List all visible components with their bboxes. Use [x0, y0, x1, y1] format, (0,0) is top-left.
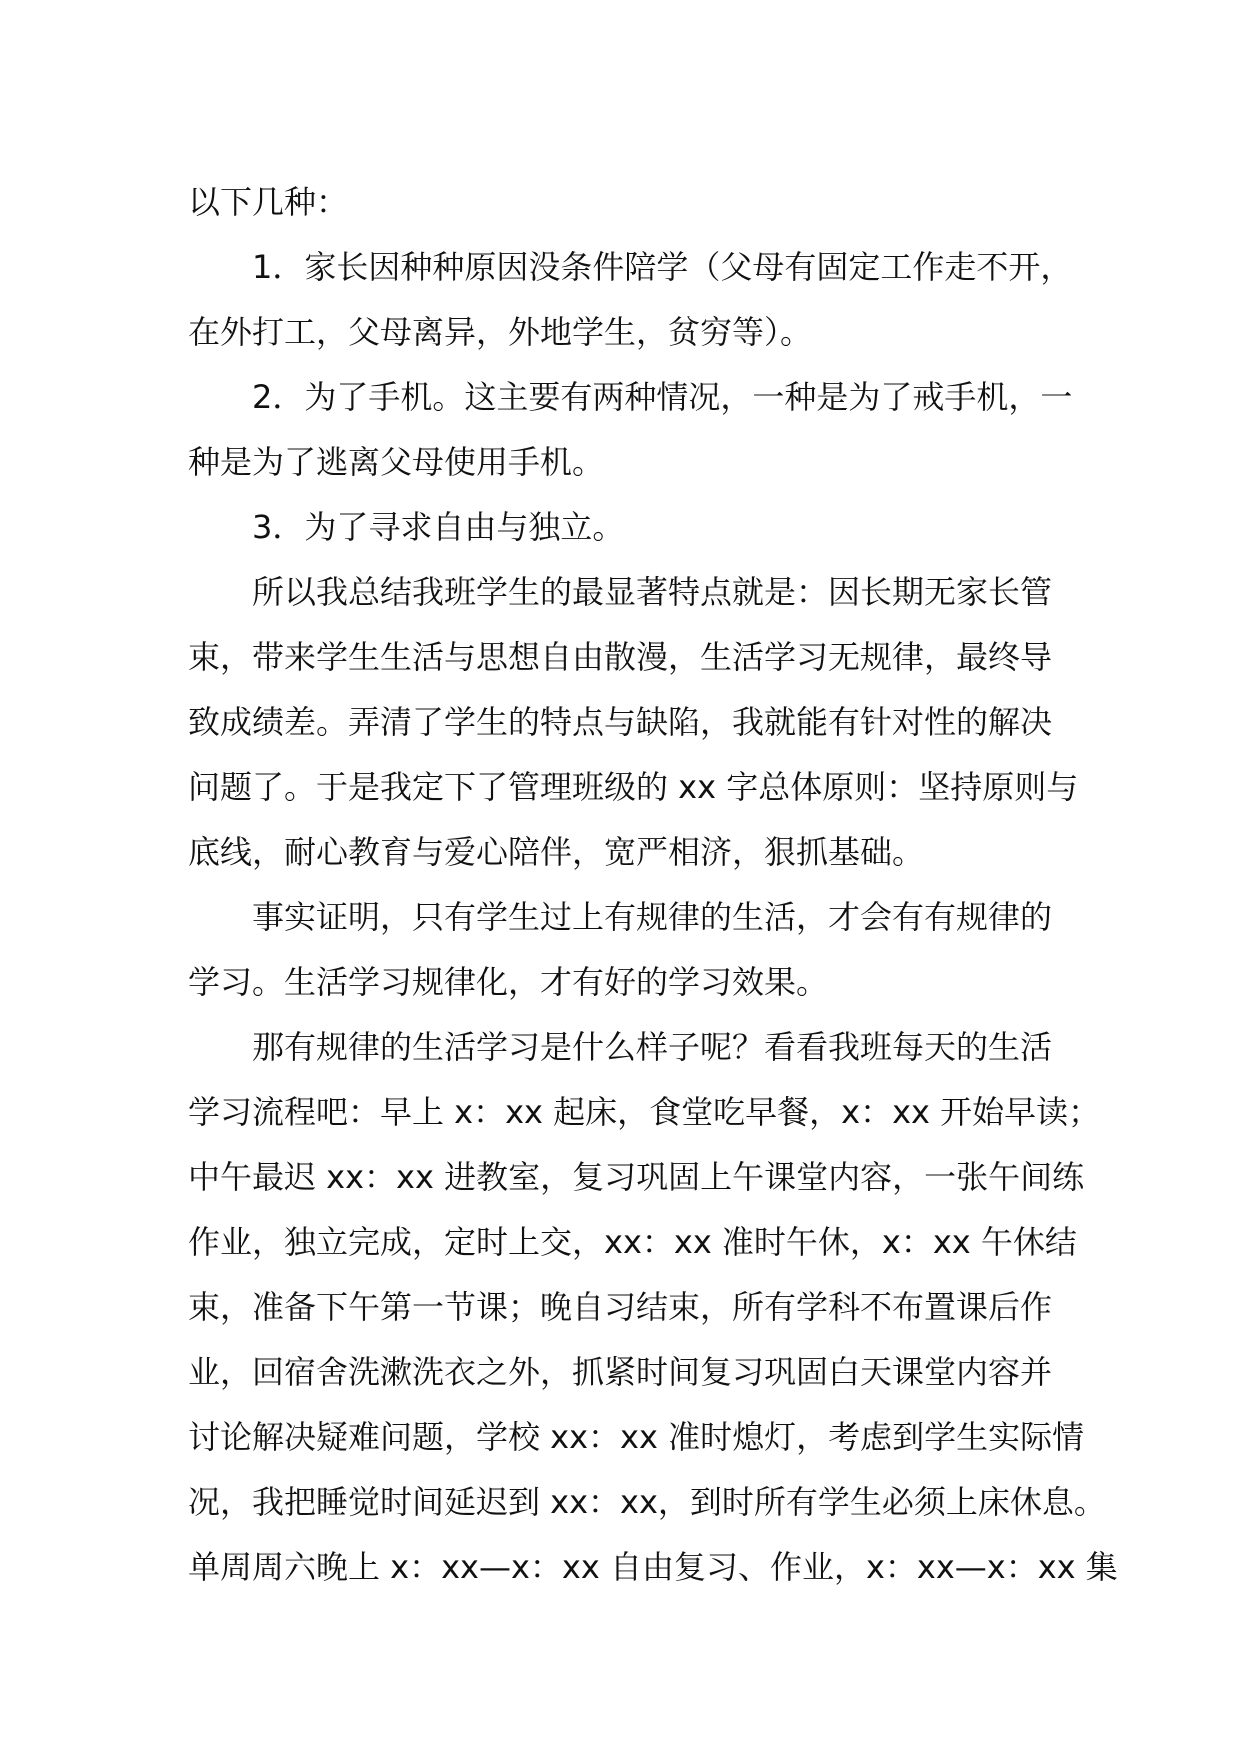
text-line: 以下几种：: [188, 183, 349, 221]
text-line: 学习流程吧：早上 x：xx 起床，食堂吃早餐，x：xx 开始早读；: [188, 1093, 1101, 1131]
text-line: 致成绩差。弄清了学生的特点与缺陷，我就能有针对性的解决: [188, 703, 1053, 741]
text-line: 作业，独立完成，定时上交，xx：xx 准时午休，x：xx 午休结: [188, 1223, 1077, 1261]
text-line: 束，带来学生生活与思想自由散漫，生活学习无规律，最终导: [188, 638, 1053, 676]
text-line: 况，我把睡觉时间延迟到 xx：xx，到时所有学生必须上床休息。: [188, 1483, 1106, 1521]
text-line: 底线，耐心教育与爱心陪伴，宽严相济，狠抓基础。: [188, 833, 925, 871]
text-line: 问题了。于是我定下了管理班级的 xx 字总体原则：坚持原则与: [188, 768, 1079, 806]
text-line: 业，回宿舍洗漱洗衣之外，抓紧时间复习巩固白天课堂内容并: [188, 1353, 1053, 1391]
text-line: 讨论解决疑难问题，学校 xx：xx 准时熄灯，考虑到学生实际情: [188, 1418, 1085, 1456]
text-line: 中午最迟 xx：xx 进教室，复习巩固上午课堂内容，一张午间练: [188, 1158, 1085, 1196]
text-line: 学习。生活学习规律化，才有好的学习效果。: [188, 963, 829, 1001]
text-line: 种是为了逃离父母使用手机。: [188, 443, 605, 481]
text-line: 单周周六晚上 x：xx—x：xx 自由复习、作业，x：xx—x：xx 集: [188, 1548, 1118, 1586]
paragraph-start-line: 那有规律的生活学习是什么样子呢？看看我班每天的生活: [252, 1028, 1053, 1066]
list-item-2-line: 2．为了手机。这主要有两种情况，一种是为了戒手机，一: [252, 378, 1073, 416]
paragraph-start-line: 所以我总结我班学生的最显著特点就是：因长期无家长管: [252, 573, 1053, 611]
body-text: [188, 170, 1118, 1600]
text-line: 束，准备下午第一节课；晚自习结束，所有学科不布置课后作: [188, 1288, 1053, 1326]
text-line: 在外打工，父母离异，外地学生，贫穷等）。: [188, 313, 813, 351]
list-item-1-line: 1．家长因种种原因没条件陪学（父母有固定工作走不开，: [252, 248, 1073, 286]
list-item-3-line: 3．为了寻求自由与独立。: [252, 508, 625, 546]
paragraph-start-line: 事实证明，只有学生过上有规律的生活，才会有有规律的: [252, 898, 1053, 936]
